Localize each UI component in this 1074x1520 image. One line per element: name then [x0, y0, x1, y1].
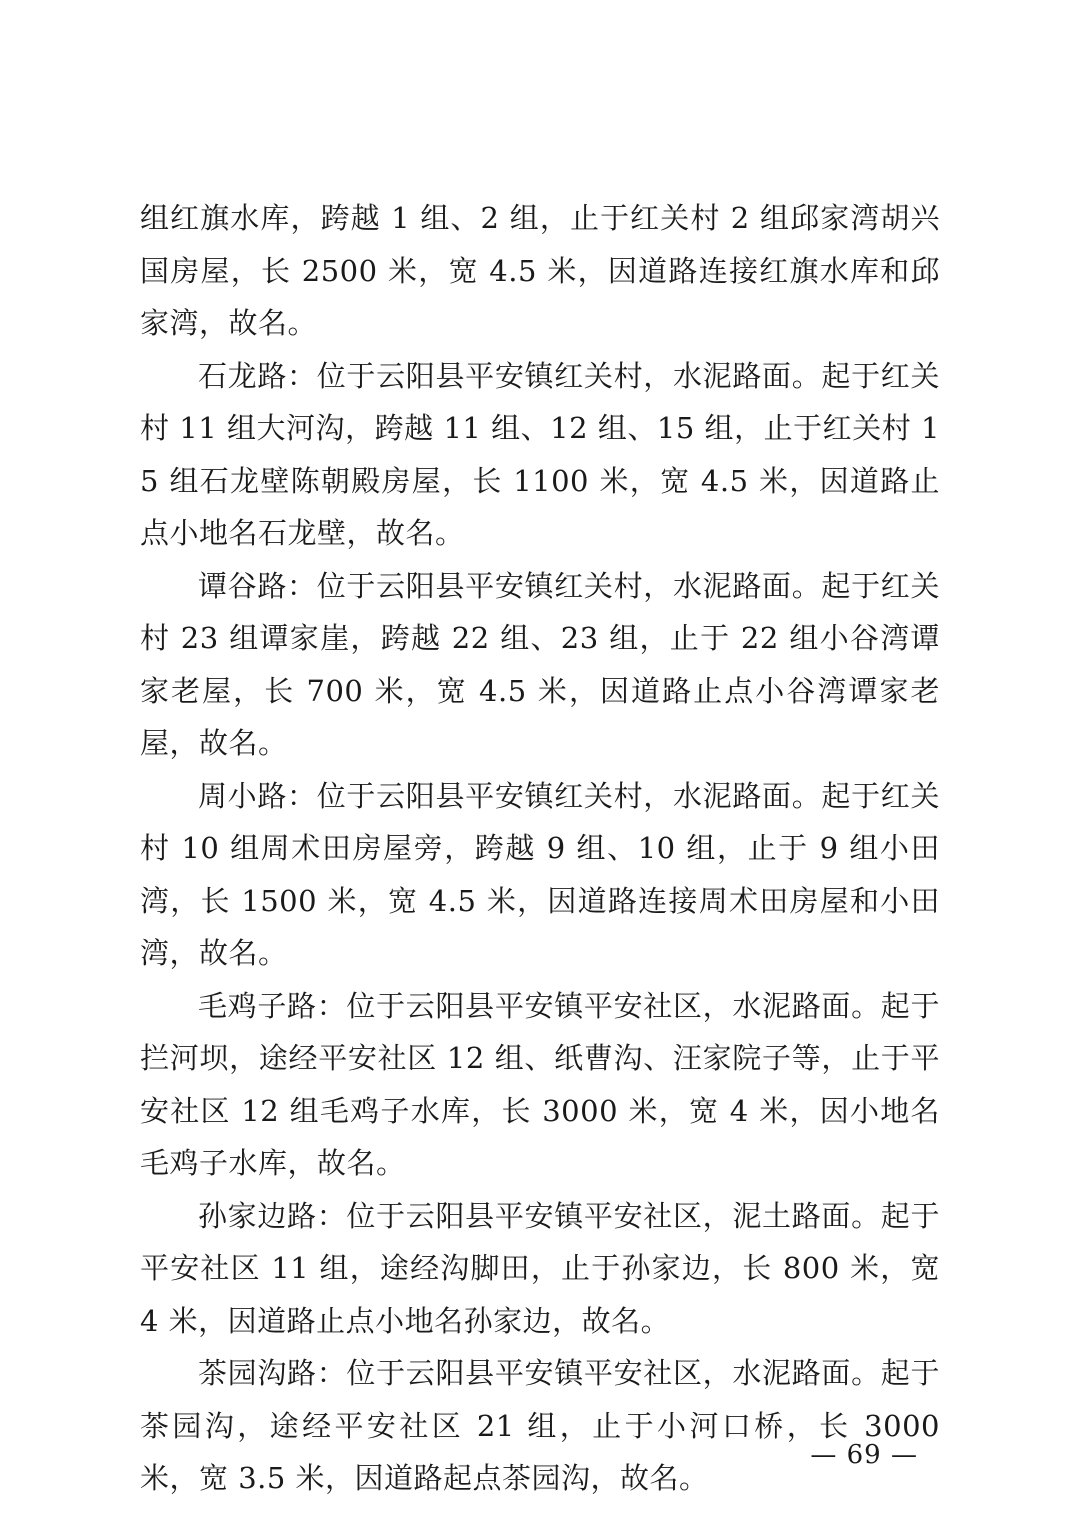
page-number: — 69 —	[810, 1440, 918, 1470]
paragraph-shilong-road: 石龙路：位于云阳县平安镇红关村，水泥路面。起于红关村 11 组大河沟，跨越 11 组、12 组、15 组，止于红关村 15 组石龙壁陈朝殿房屋，长 1100 米，宽 4.5 米，因道路止点小地名石龙壁，故名。	[140, 358, 940, 550]
paragraph-tangu-road: 谭谷路：位于云阳县平安镇红关村，水泥路面。起于红关村 23 组谭家崖，跨越 22 组、23 组，止于 22 组小谷湾谭家老屋，长 700 米，宽 4.5 米，因道路止点小谷湾谭家老屋，故名。	[140, 568, 940, 760]
paragraph-maojizi-road: 毛鸡子路：位于云阳县平安镇平安社区，水泥路面。起于拦河坝，途经平安社区 12 组、纸曹沟、汪家院子等，止于平安社区 12 组毛鸡子水库，长 3000 米，宽 4 米，因小地名毛鸡子水库，故名。	[140, 988, 940, 1180]
paragraph-chayuangou-road: 茶园沟路：位于云阳县平安镇平安社区，水泥路面。起于茶园沟，途经平安社区 21 组，止于小河口桥，长 3000 米，宽 3.5 米，因道路起点茶园沟，故名。	[140, 1356, 940, 1495]
paragraph-continuation: 组红旗水库，跨越 1 组、2 组，止于红关村 2 组邱家湾胡兴国房屋，长 2500 米，宽 4.5 米，因道路连接红旗水库和邱家湾，故名。	[140, 201, 940, 340]
paragraph-sunjiabian-road: 孙家边路：位于云阳县平安镇平安社区，泥土路面。起于平安社区 11 组，途经沟脚田，止于孙家边，长 800 米，宽 4 米，因道路止点小地名孙家边，故名。	[140, 1198, 940, 1338]
document-body	[140, 192, 940, 1505]
paragraph-zhouxiao-road: 周小路：位于云阳县平安镇红关村，水泥路面。起于红关村 10 组周术田房屋旁，跨越 9 组、10 组，止于 9 组小田湾，长 1500 米，宽 4.5 米，因道路连接周术田房屋和小田湾，故名。	[140, 778, 940, 970]
